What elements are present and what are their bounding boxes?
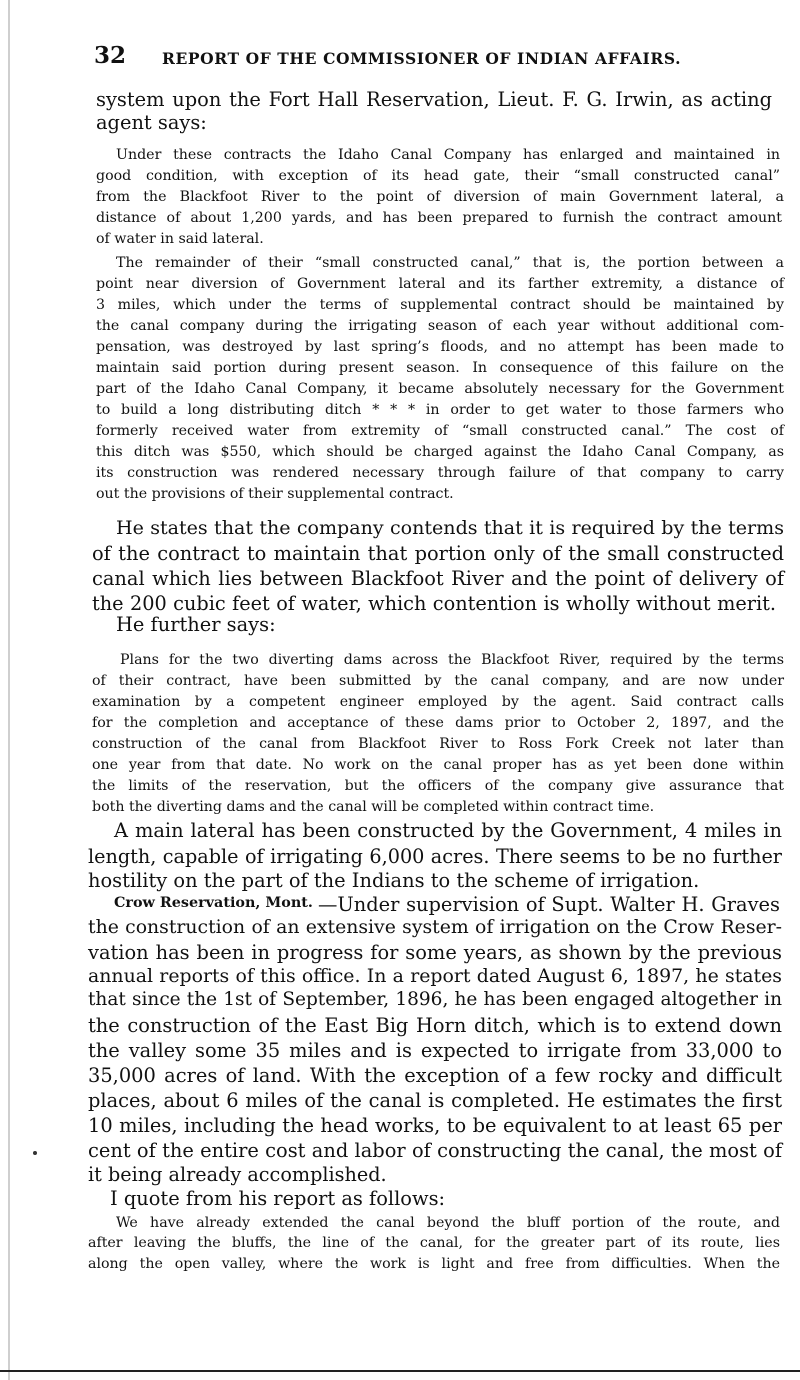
text-line: part of the Idaho Canal Company, it became absolutely necessary for the Government (96, 381, 784, 397)
text-line: both the diverting dams and the canal will be completed within contract time. (92, 799, 655, 815)
text-line: Under these contracts the Idaho Canal Company has enlarged and maintained in (116, 147, 780, 163)
text-line: of their contract, have been submitted by the canal company, and are now under (92, 673, 784, 689)
text-line: hostility on the part of the Indians to the scheme of irrigation. (88, 869, 700, 892)
text-line: annual reports of this office. In a report dated August 6, 1897, he states (88, 965, 782, 987)
scan-bottom-edge (0, 1370, 800, 1372)
section-lead-crow-reservation: Crow Reservation, Mont. (114, 895, 313, 911)
text-line: good condition, with exception of its head gate, their “small constructed canal” (96, 168, 780, 184)
text-line: the construction of the East Big Horn ditch, which is to extend down (88, 1014, 782, 1037)
text-line: the 200 cubic feet of water, which contention is wholly without merit. (92, 592, 776, 615)
text-line: it being already accomplished. (88, 1163, 387, 1186)
text-line: 3 miles, which under the terms of supplemental contract should be maintained by (96, 297, 784, 313)
text-line: examination by a competent engineer employed by the agent. Said contract calls (92, 694, 784, 710)
page-header (94, 44, 724, 70)
text-line: this ditch was $550, which should be charged against the Idaho Canal Company, as (96, 444, 784, 460)
text-line: construction of the canal from Blackfoot River to Ross Fork Creek not later than (92, 736, 784, 752)
text-line: the valley some 35 miles and is expected to irrigate from 33,000 to (88, 1039, 782, 1062)
text-line: We have already extended the canal beyond the bluff portion of the route, and (116, 1215, 780, 1231)
text-line: He further says: (116, 613, 276, 636)
text-line: He states that the company contends that it is required by the terms (116, 517, 784, 539)
text-line: I quote from his report as follows: (110, 1187, 446, 1210)
text-line: vation has been in progress for some years, as shown by the previous (88, 941, 782, 964)
text-line: The remainder of their “small constructed canal,” that is, the portion between a (116, 255, 784, 271)
text-line: point near diversion of Government lateral and its farther extremity, a distance of (96, 276, 784, 292)
text-line: system upon the Fort Hall Reservation, Lieut. F. G. Irwin, as acting (96, 88, 772, 111)
text-line: the construction of an extensive system of irrigation on the Crow Reser- (88, 917, 782, 938)
running-title: REPORT OF THE COMMISSIONER OF INDIAN AFFAIRS. (162, 49, 682, 68)
text-line: —Under supervision of Supt. Walter H. Graves (318, 893, 780, 916)
text-line: 35,000 acres of land. With the exception of a few rocky and difficult (88, 1064, 782, 1087)
text-line: formerly received water from extremity of “small constructed canal.” The cost of (96, 423, 784, 439)
text-line: the limits of the reservation, but the officers of the company give assurance that (92, 778, 784, 794)
text-line: 10 miles, including the head works, to be equivalent to at least 65 per (88, 1114, 782, 1137)
text-line: to build a long distributing ditch * * * in order to get water to those farmers who (96, 402, 784, 418)
text-line: the canal company during the irrigating season of each year without additional com- (96, 318, 784, 334)
text-line: Plans for the two diverting dams across the Blackfoot River, required by the terms (120, 652, 784, 668)
text-line: one year from that date. No work on the canal proper has as yet been done within (92, 757, 784, 773)
text-line: cent of the entire cost and labor of constructing the canal, the most of (88, 1139, 782, 1162)
text-line: agent says: (96, 111, 207, 134)
text-line: that since the 1st of September, 1896, he has been engaged altogether in (88, 989, 782, 1010)
page-number: 32 (94, 42, 127, 69)
text-line: its construction was rendered necessary through failure of that company to carry (96, 465, 784, 481)
scan-edge-line (8, 0, 10, 1380)
text-line: out the provisions of their supplemental contract. (96, 486, 454, 502)
text-line: distance of about 1,200 yards, and has been prepared to furnish the contract amount (96, 210, 782, 226)
text-line: along the open valley, where the work is light and free from difficulties. When the (88, 1256, 780, 1272)
text-line: A main lateral has been constructed by the Government, 4 miles in (114, 819, 782, 842)
text-line: of the contract to maintain that portion only of the small constructed (92, 542, 784, 565)
text-line: places, about 6 miles of the canal is completed. He estimates the first (88, 1089, 782, 1112)
text-line: after leaving the bluffs, the line of the canal, for the greater part of its route, lies (88, 1235, 780, 1251)
text-line: for the completion and acceptance of these dams prior to October 2, 1897, and the (92, 715, 784, 731)
text-line: of water in said lateral. (96, 231, 264, 247)
text-line: pensation, was destroyed by last spring’s floods, and no attempt has been made to (96, 339, 784, 355)
text-line: canal which lies between Blackfoot River and the point of delivery of (92, 567, 784, 590)
stray-ink-dot (33, 1151, 37, 1155)
text-line: from the Blackfoot River to the point of diversion of main Government lateral, a (96, 189, 784, 205)
text-line: maintain said portion during present season. In consequence of this failure on the (96, 360, 784, 376)
text-line: length, capable of irrigating 6,000 acres. There seems to be no further (88, 845, 782, 868)
